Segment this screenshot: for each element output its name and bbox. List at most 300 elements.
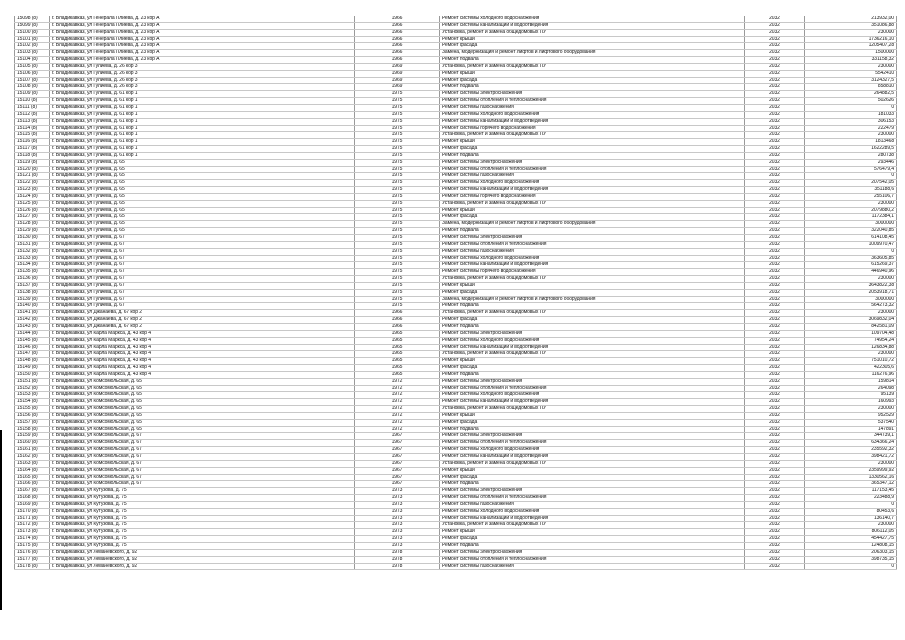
address-cell: г. Владикавказ, ул Джанаева, д. 67 кор 2 [50, 323, 355, 330]
plan-year-cell: 2032 [745, 454, 805, 461]
address-cell: г. Владикавказ, ул Гулиева, д. 26 кор 3 [50, 84, 355, 91]
year-cell: 1975 [355, 132, 440, 139]
cost-cell: 576479,4 [805, 166, 897, 173]
plan-year-cell: 2032 [745, 563, 805, 570]
table-row [15, 289, 897, 296]
work-type-cell: Установка, ремонт и замена общедомовых ПУ [440, 522, 745, 529]
address-cell: г. Владикавказ, ул Генерала Плиева, д. 23 кор А [50, 36, 355, 43]
row-id-cell: 15136 (8) [15, 276, 50, 283]
cost-cell: 230000 [805, 522, 897, 529]
work-type-cell: Ремонт подвала [440, 228, 745, 235]
row-id-cell: 15130 (8) [15, 235, 50, 242]
cost-cell: 0 [805, 173, 897, 180]
table-row [15, 508, 897, 515]
table-row [15, 262, 897, 269]
work-type-cell: Ремонт системы канализации и водоотведения [440, 515, 745, 522]
row-id-cell: 15141 (8) [15, 310, 50, 317]
plan-year-cell: 2032 [745, 200, 805, 207]
work-type-cell: Ремонт фасада [440, 365, 745, 372]
year-cell: 1973 [355, 508, 440, 515]
year-cell: 1975 [355, 173, 440, 180]
year-cell: 1969 [355, 77, 440, 84]
address-cell: г. Владикавказ, ул Комсомольская, д. 65 [50, 392, 355, 399]
row-id-cell: 15128 (8) [15, 221, 50, 228]
work-type-cell: Ремонт крыши [440, 139, 745, 146]
work-type-cell: Ремонт подвала [440, 152, 745, 159]
plan-year-cell: 2032 [745, 412, 805, 419]
work-type-cell: Ремонт системы электроснабжения [440, 378, 745, 385]
table-row [15, 84, 897, 91]
table-row [15, 146, 897, 153]
year-cell: 1975 [355, 255, 440, 262]
row-id-cell: 15107 (8) [15, 77, 50, 84]
year-cell: 1975 [355, 241, 440, 248]
plan-year-cell: 2032 [745, 187, 805, 194]
address-cell: г. Владикавказ, ул Карла Маркса, д. 43 кор 4 [50, 330, 355, 337]
address-cell: г. Владикавказ, ул Гулиева, д. 67 [50, 248, 355, 255]
plan-year-cell: 2032 [745, 235, 805, 242]
work-type-cell: Ремонт подвала [440, 323, 745, 330]
work-type-cell: Ремонт системы отопления и теплоснабжения [440, 556, 745, 563]
work-type-cell: Ремонт фасада [440, 289, 745, 296]
cost-cell: 1205407,28 [805, 43, 897, 50]
year-cell: 1978 [355, 549, 440, 556]
plan-year-cell: 2032 [745, 111, 805, 118]
table-row [15, 467, 897, 474]
plan-year-cell: 2032 [745, 536, 805, 543]
work-type-cell: Ремонт системы горячего водоснабжения [440, 125, 745, 132]
address-cell: г. Владикавказ, ул Карла Маркса, д. 43 кор 4 [50, 337, 355, 344]
binding-mark [0, 430, 2, 610]
work-type-cell: Установка, ремонт и замена общедомовых ПУ [440, 29, 745, 36]
row-id-cell: 15101 (8) [15, 36, 50, 43]
row-id-cell: 15118 (8) [15, 152, 50, 159]
plan-year-cell: 2032 [745, 255, 805, 262]
cost-cell: 2053918,71 [805, 289, 897, 296]
plan-year-cell: 2032 [745, 166, 805, 173]
plan-year-cell: 2032 [745, 426, 805, 433]
row-id-cell: 15165 (8) [15, 474, 50, 481]
plan-year-cell: 2032 [745, 125, 805, 132]
address-cell: г. Владикавказ, ул Джанаева, д. 67 кор 2 [50, 310, 355, 317]
work-type-cell: Ремонт системы горячего водоснабжения [440, 269, 745, 276]
table-row [15, 563, 897, 570]
address-cell: г. Владикавказ, ул Гулиева, д. 65 [50, 221, 355, 228]
plan-year-cell: 2032 [745, 447, 805, 454]
table-row [15, 515, 897, 522]
plan-year-cell: 2032 [745, 419, 805, 426]
plan-year-cell: 2032 [745, 542, 805, 549]
table-row [15, 132, 897, 139]
row-id-cell: 15167 (8) [15, 488, 50, 495]
address-cell: г. Владикавказ, ул Комсомольская, д. 67 [50, 433, 355, 440]
address-cell: г. Владикавказ, ул Гулиева, д. 67 [50, 296, 355, 303]
year-cell: 1972 [355, 399, 440, 406]
address-cell: г. Владикавказ, ул Гулиева, д. 26 кор 3 [50, 70, 355, 77]
cost-cell: 634366,24 [805, 440, 897, 447]
table-row [15, 365, 897, 372]
table-row [15, 419, 897, 426]
row-id-cell: 15175 (8) [15, 542, 50, 549]
plan-year-cell: 2032 [745, 118, 805, 125]
row-id-cell: 15138 (8) [15, 289, 50, 296]
cost-cell: 1500000 [805, 50, 897, 57]
table-row [15, 536, 897, 543]
table-row [15, 317, 897, 324]
work-type-cell: Ремонт системы газоснабжения [440, 173, 745, 180]
plan-year-cell: 2032 [745, 488, 805, 495]
table-row [15, 296, 897, 303]
row-id-cell: 15155 (8) [15, 406, 50, 413]
plan-year-cell: 2032 [745, 378, 805, 385]
address-cell: г. Владикавказ, ул Комсомольская, д. 67 [50, 460, 355, 467]
address-cell: г. Владикавказ, ул Гулиева, д. 67 [50, 303, 355, 310]
cost-cell: 222479 [805, 125, 897, 132]
address-cell: г. Владикавказ, ул Гулиева, д. 61 кор 1 [50, 104, 355, 111]
plan-year-cell: 2032 [745, 16, 805, 22]
row-id-cell: 15162 (8) [15, 454, 50, 461]
table-row [15, 91, 897, 98]
work-type-cell: Ремонт системы канализации и водоотведения [440, 118, 745, 125]
plan-year-cell: 2032 [745, 221, 805, 228]
work-type-cell: Ремонт системы холодного водоснабжения [440, 447, 745, 454]
work-type-cell: Ремонт системы газоснабжения [440, 104, 745, 111]
table-row [15, 43, 897, 50]
address-cell: г. Владикавказ, ул Гулиева, д. 65 [50, 187, 355, 194]
address-cell: г. Владикавказ, ул Генерала Плиева, д. 23 кор А [50, 29, 355, 36]
cost-cell: 751010,72 [805, 358, 897, 365]
work-type-cell: Ремонт фасада [440, 536, 745, 543]
plan-year-cell: 2032 [745, 317, 805, 324]
address-cell: г. Владикавказ, ул Генерала Плиева, д. 23 кор А [50, 16, 355, 22]
row-id-cell: 15121 (8) [15, 173, 50, 180]
plan-year-cell: 2032 [745, 406, 805, 413]
address-cell: г. Владикавказ, ул Леваневского, д. 92 [50, 549, 355, 556]
cost-cell: 3069832,04 [805, 317, 897, 324]
row-id-cell: 15105 (8) [15, 63, 50, 70]
year-cell: 1967 [355, 460, 440, 467]
table-row [15, 63, 897, 70]
table-row [15, 166, 897, 173]
cost-cell: 230000 [805, 310, 897, 317]
table-row [15, 125, 897, 132]
row-id-cell: 15140 (8) [15, 303, 50, 310]
plan-year-cell: 2032 [745, 84, 805, 91]
cost-cell: 230000 [805, 351, 897, 358]
year-cell: 1975 [355, 248, 440, 255]
cost-cell: 351188,6 [805, 187, 897, 194]
year-cell: 1975 [355, 303, 440, 310]
row-id-cell: 15109 (8) [15, 91, 50, 98]
plan-year-cell: 2032 [745, 481, 805, 488]
plan-year-cell: 2032 [745, 98, 805, 105]
table-row [15, 228, 897, 235]
plan-year-cell: 2032 [745, 323, 805, 330]
work-type-cell: Ремонт системы отопления и теплоснабжения [440, 495, 745, 502]
table-row [15, 214, 897, 221]
plan-year-cell: 2032 [745, 57, 805, 64]
table-row [15, 207, 897, 214]
plan-year-cell: 2032 [745, 276, 805, 283]
cost-cell: 3124327,5 [805, 77, 897, 84]
row-id-cell: 15137 (8) [15, 282, 50, 289]
year-cell: 1973 [355, 495, 440, 502]
table-row [15, 269, 897, 276]
year-cell: 1973 [355, 542, 440, 549]
table-row [15, 241, 897, 248]
row-id-cell: 15157 (8) [15, 419, 50, 426]
year-cell: 1972 [355, 412, 440, 419]
work-type-cell: Замена, модернизация и ремонт лифтов и лифтового оборудования [440, 50, 745, 57]
table-row [15, 255, 897, 262]
year-cell: 1966 [355, 43, 440, 50]
cost-cell: 564273,32 [805, 303, 897, 310]
address-cell: г. Владикавказ, ул Гулиева, д. 67 [50, 282, 355, 289]
year-cell: 1965 [355, 337, 440, 344]
address-cell: г. Владикавказ, ул Гулиева, д. 65 [50, 159, 355, 166]
address-cell: г. Владикавказ, ул Комсомольская, д. 67 [50, 440, 355, 447]
row-id-cell: 15129 (8) [15, 228, 50, 235]
address-cell: г. Владикавказ, ул Комсомольская, д. 65 [50, 412, 355, 419]
cost-cell: 159814 [805, 378, 897, 385]
cost-cell: 230000 [805, 63, 897, 70]
cost-cell: 74954,24 [805, 337, 897, 344]
address-cell: г. Владикавказ, ул Гулиева, д. 65 [50, 200, 355, 207]
row-id-cell: 15168 (8) [15, 495, 50, 502]
year-cell: 1967 [355, 440, 440, 447]
cost-cell: 206303,15 [805, 549, 897, 556]
row-id-cell: 15149 (8) [15, 365, 50, 372]
year-cell: 1965 [355, 365, 440, 372]
plan-year-cell: 2032 [745, 152, 805, 159]
year-cell: 1975 [355, 118, 440, 125]
plan-year-cell: 2032 [745, 228, 805, 235]
work-type-cell: Ремонт фасада [440, 43, 745, 50]
year-cell: 1969 [355, 84, 440, 91]
table-row [15, 22, 897, 29]
table-row [15, 276, 897, 283]
address-cell: г. Владикавказ, ул Комсомольская, д. 65 [50, 378, 355, 385]
plan-year-cell: 2032 [745, 440, 805, 447]
work-type-cell: Установка, ремонт и замена общедомовых ПУ [440, 63, 745, 70]
cost-cell: 0 [805, 563, 897, 570]
year-cell: 1975 [355, 98, 440, 105]
address-cell: г. Владикавказ, ул Гулиева, д. 65 [50, 180, 355, 187]
work-type-cell: Ремонт системы холодного водоснабжения [440, 392, 745, 399]
work-type-cell: Ремонт подвала [440, 84, 745, 91]
cost-cell: 842581,09 [805, 323, 897, 330]
work-type-cell: Ремонт подвала [440, 57, 745, 64]
address-cell: г. Владикавказ, ул Кутузова, д. 75 [50, 536, 355, 543]
row-id-cell: 15163 (8) [15, 460, 50, 467]
cost-cell: 858810 [805, 84, 897, 91]
plan-year-cell: 2032 [745, 180, 805, 187]
year-cell: 1975 [355, 200, 440, 207]
cost-cell: 235592,32 [805, 447, 897, 454]
work-type-cell: Ремонт подвала [440, 542, 745, 549]
cost-cell: 207542,05 [805, 180, 897, 187]
plan-year-cell: 2032 [745, 330, 805, 337]
cost-cell: 363605,85 [805, 255, 897, 262]
cost-cell: 160993 [805, 399, 897, 406]
cost-cell: 264098 [805, 385, 897, 392]
table-row [15, 385, 897, 392]
table-row [15, 193, 897, 200]
address-cell: г. Владикавказ, ул Кутузова, д. 75 [50, 495, 355, 502]
plan-year-cell: 2032 [745, 508, 805, 515]
row-id-cell: 15115 (8) [15, 132, 50, 139]
table-row [15, 351, 897, 358]
row-id-cell: 15148 (8) [15, 358, 50, 365]
cost-cell: 255106,7 [805, 193, 897, 200]
work-type-cell: Ремонт крыши [440, 70, 745, 77]
cost-cell: 223488,9 [805, 495, 897, 502]
row-id-cell: 15119 (8) [15, 159, 50, 166]
work-type-cell: Ремонт системы электроснабжения [440, 433, 745, 440]
table-row [15, 50, 897, 57]
address-cell: г. Владикавказ, ул Гулиева, д. 61 кор 1 [50, 118, 355, 125]
plan-year-cell: 2032 [745, 337, 805, 344]
table-row [15, 344, 897, 351]
table-row [15, 399, 897, 406]
plan-year-cell: 2032 [745, 282, 805, 289]
table-row [15, 460, 897, 467]
cost-cell: 365347,12 [805, 481, 897, 488]
plan-year-cell: 2032 [745, 467, 805, 474]
work-type-cell: Ремонт системы отопления и теплоснабжения [440, 98, 745, 105]
row-id-cell: 15166 (8) [15, 481, 50, 488]
plan-year-cell: 2032 [745, 269, 805, 276]
work-type-cell: Ремонт фасада [440, 419, 745, 426]
work-type-cell: Ремонт системы электроснабжения [440, 235, 745, 242]
row-id-cell: 15161 (8) [15, 447, 50, 454]
work-type-cell: Ремонт крыши [440, 207, 745, 214]
table-row [15, 481, 897, 488]
work-type-cell: Ремонт системы холодного водоснабжения [440, 337, 745, 344]
year-cell: 1972 [355, 392, 440, 399]
year-cell: 1975 [355, 282, 440, 289]
year-cell: 1975 [355, 296, 440, 303]
work-type-cell: Ремонт крыши [440, 36, 745, 43]
cost-cell: 806112,05 [805, 529, 897, 536]
cost-cell: 5542410 [805, 70, 897, 77]
table-row [15, 187, 897, 194]
plan-year-cell: 2032 [745, 351, 805, 358]
row-id-cell: 15120 (8) [15, 166, 50, 173]
plan-year-cell: 2032 [745, 132, 805, 139]
cost-cell: 454427,75 [805, 536, 897, 543]
address-cell: г. Владикавказ, ул Генерала Плиева, д. 23 кор А [50, 57, 355, 64]
year-cell: 1975 [355, 269, 440, 276]
address-cell: г. Владикавказ, ул Карла Маркса, д. 43 кор 4 [50, 371, 355, 378]
cost-cell: 136140,7 [805, 515, 897, 522]
cost-cell: 322040,85 [805, 228, 897, 235]
year-cell: 1975 [355, 91, 440, 98]
row-id-cell: 15108 (8) [15, 84, 50, 91]
year-cell: 1967 [355, 433, 440, 440]
work-type-cell: Ремонт системы канализации и водоотведения [440, 399, 745, 406]
work-type-cell: Ремонт системы канализации и водоотведения [440, 454, 745, 461]
work-type-cell: Ремонт крыши [440, 467, 745, 474]
row-id-cell: 15124 (8) [15, 193, 50, 200]
year-cell: 1975 [355, 139, 440, 146]
plan-year-cell: 2032 [745, 556, 805, 563]
row-id-cell: 15159 (8) [15, 433, 50, 440]
cost-cell: 502626 [805, 98, 897, 105]
row-id-cell: 15151 (8) [15, 378, 50, 385]
work-type-cell: Ремонт системы отопления и теплоснабжения [440, 241, 745, 248]
cost-cell: 126834,88 [805, 344, 897, 351]
address-cell: г. Владикавказ, ул Гулиева, д. 67 [50, 276, 355, 283]
plan-year-cell: 2032 [745, 104, 805, 111]
year-cell: 1975 [355, 221, 440, 228]
work-type-cell: Ремонт системы электроснабжения [440, 330, 745, 337]
cost-cell: 614108,45 [805, 235, 897, 242]
plan-year-cell: 2032 [745, 70, 805, 77]
table-row [15, 173, 897, 180]
work-type-cell: Ремонт системы холодного водоснабжения [440, 255, 745, 262]
address-cell: г. Владикавказ, ул Джанаева, д. 67 кор 2 [50, 317, 355, 324]
address-cell: г. Владикавказ, ул Леваневского, д. 92 [50, 556, 355, 563]
table-row [15, 221, 897, 228]
year-cell: 1975 [355, 276, 440, 283]
table-row [15, 426, 897, 433]
cost-cell: 3000000 [805, 296, 897, 303]
address-cell: г. Владикавказ, ул Комсомольская, д. 67 [50, 467, 355, 474]
address-cell: г. Владикавказ, ул Комсомольская, д. 65 [50, 406, 355, 413]
year-cell: 1975 [355, 152, 440, 159]
plan-year-cell: 2032 [745, 50, 805, 57]
row-id-cell: 15123 (8) [15, 187, 50, 194]
cost-cell: 280738 [805, 152, 897, 159]
work-type-cell: Ремонт крыши [440, 282, 745, 289]
year-cell: 1975 [355, 262, 440, 269]
address-cell: г. Владикавказ, ул Гулиева, д. 61 кор 1 [50, 139, 355, 146]
row-id-cell: 15173 (8) [15, 529, 50, 536]
address-cell: г. Владикавказ, ул Гулиева, д. 61 кор 1 [50, 152, 355, 159]
work-type-cell: Ремонт фасада [440, 77, 745, 84]
work-type-cell: Ремонт фасада [440, 317, 745, 324]
cost-cell: 230000 [805, 460, 897, 467]
plan-year-cell: 2032 [745, 91, 805, 98]
row-id-cell: 15145 (8) [15, 337, 50, 344]
address-cell: г. Владикавказ, ул Гулиева, д. 61 кор 1 [50, 111, 355, 118]
repair-register-table [14, 16, 897, 570]
plan-year-cell: 2032 [745, 193, 805, 200]
address-cell: г. Владикавказ, ул Гулиева, д. 61 кор 1 [50, 98, 355, 105]
cost-cell: 0 [805, 501, 897, 508]
cost-cell: 230000 [805, 276, 897, 283]
work-type-cell: Установка, ремонт и замена общедомовых ПУ [440, 276, 745, 283]
plan-year-cell: 2032 [745, 214, 805, 221]
address-cell: г. Владикавказ, ул Гулиева, д. 26 кор 3 [50, 63, 355, 70]
table-row [15, 542, 897, 549]
address-cell: г. Владикавказ, ул Гулиева, д. 65 [50, 207, 355, 214]
address-cell: г. Владикавказ, ул Гулиева, д. 65 [50, 228, 355, 235]
address-cell: г. Владикавказ, ул Гулиева, д. 61 кор 1 [50, 146, 355, 153]
table-row [15, 29, 897, 36]
table-row [15, 310, 897, 317]
address-cell: г. Владикавказ, ул Гулиева, д. 67 [50, 241, 355, 248]
cost-cell: 1622289,5 [805, 146, 897, 153]
address-cell: г. Владикавказ, ул Генерала Плиева, д. 23 кор А [50, 43, 355, 50]
cost-cell: 422305,6 [805, 365, 897, 372]
year-cell: 1966 [355, 57, 440, 64]
table-row [15, 488, 897, 495]
table-row [15, 358, 897, 365]
work-type-cell: Ремонт системы электроснабжения [440, 91, 745, 98]
year-cell: 1966 [355, 22, 440, 29]
